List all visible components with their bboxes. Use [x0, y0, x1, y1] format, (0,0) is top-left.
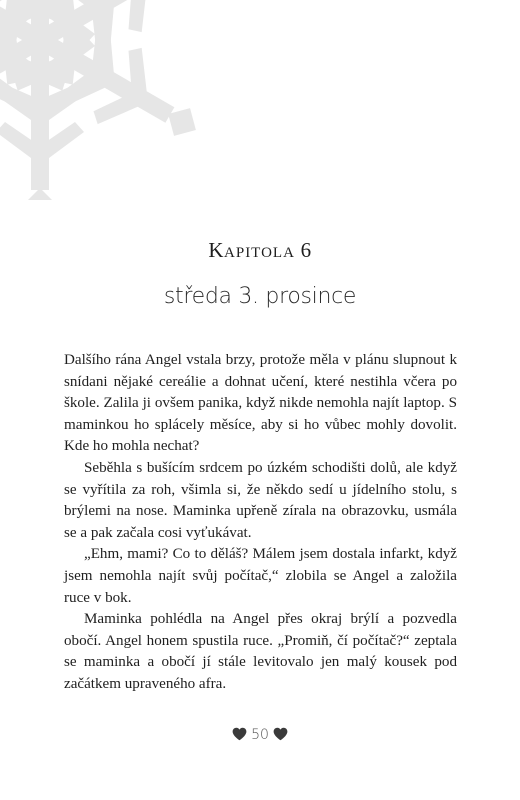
heart-icon — [273, 727, 288, 741]
paragraph: Seběhla s bušícím srdcem po úzkém schodišti dolů, ale když se vyřítila za roh, všimla si, že někdo sedí u jídelního stolu, s brýlemi na nose. Maminka upřeně zírala na obrazovku, usmála se a pak začala cosi vyťukávat. — [64, 459, 457, 541]
chapter-label-initial: K — [208, 238, 225, 262]
chapter-label-rest: APITOLA — [224, 245, 295, 261]
chapter-number: 6 — [300, 238, 312, 262]
paragraph: Maminka pohlédla na Angel přes okraj brýlí a pozvedla obočí. Angel honem spustila ruce. „Promiň, čí počítač?“ zeptala se maminka a obočí jí stále levitovalo jen malý kousek pod začátkem upraveného afra. — [64, 611, 457, 692]
paragraph: „Ehm, mami? Co to děláš? Málem jsem dostala infarkt, když jsem nemohla najít svůj počítač,“ zlobila se Angel a založila ruce v bok. — [64, 546, 457, 606]
snowflake-decoration — [0, 0, 240, 200]
chapter-heading — [0, 238, 520, 263]
page-number: 50 — [251, 727, 269, 743]
page-footer — [0, 727, 520, 743]
body-text — [64, 350, 457, 696]
heart-icon — [232, 727, 247, 741]
paragraph: Dalšího rána Angel vstala brzy, protože měla v plánu slupnout k snídani nějaké cereálie a dohnat učení, které nestihla včera po škole. Zalila ji ovšem panika, když nikde nemohla najít laptop. S maminkou ho splácely měsíce, aby si ho vůbec mohly dovolit. Kde ho mohla nechat? — [64, 352, 457, 455]
chapter-date: středa 3. prosince — [163, 284, 357, 309]
